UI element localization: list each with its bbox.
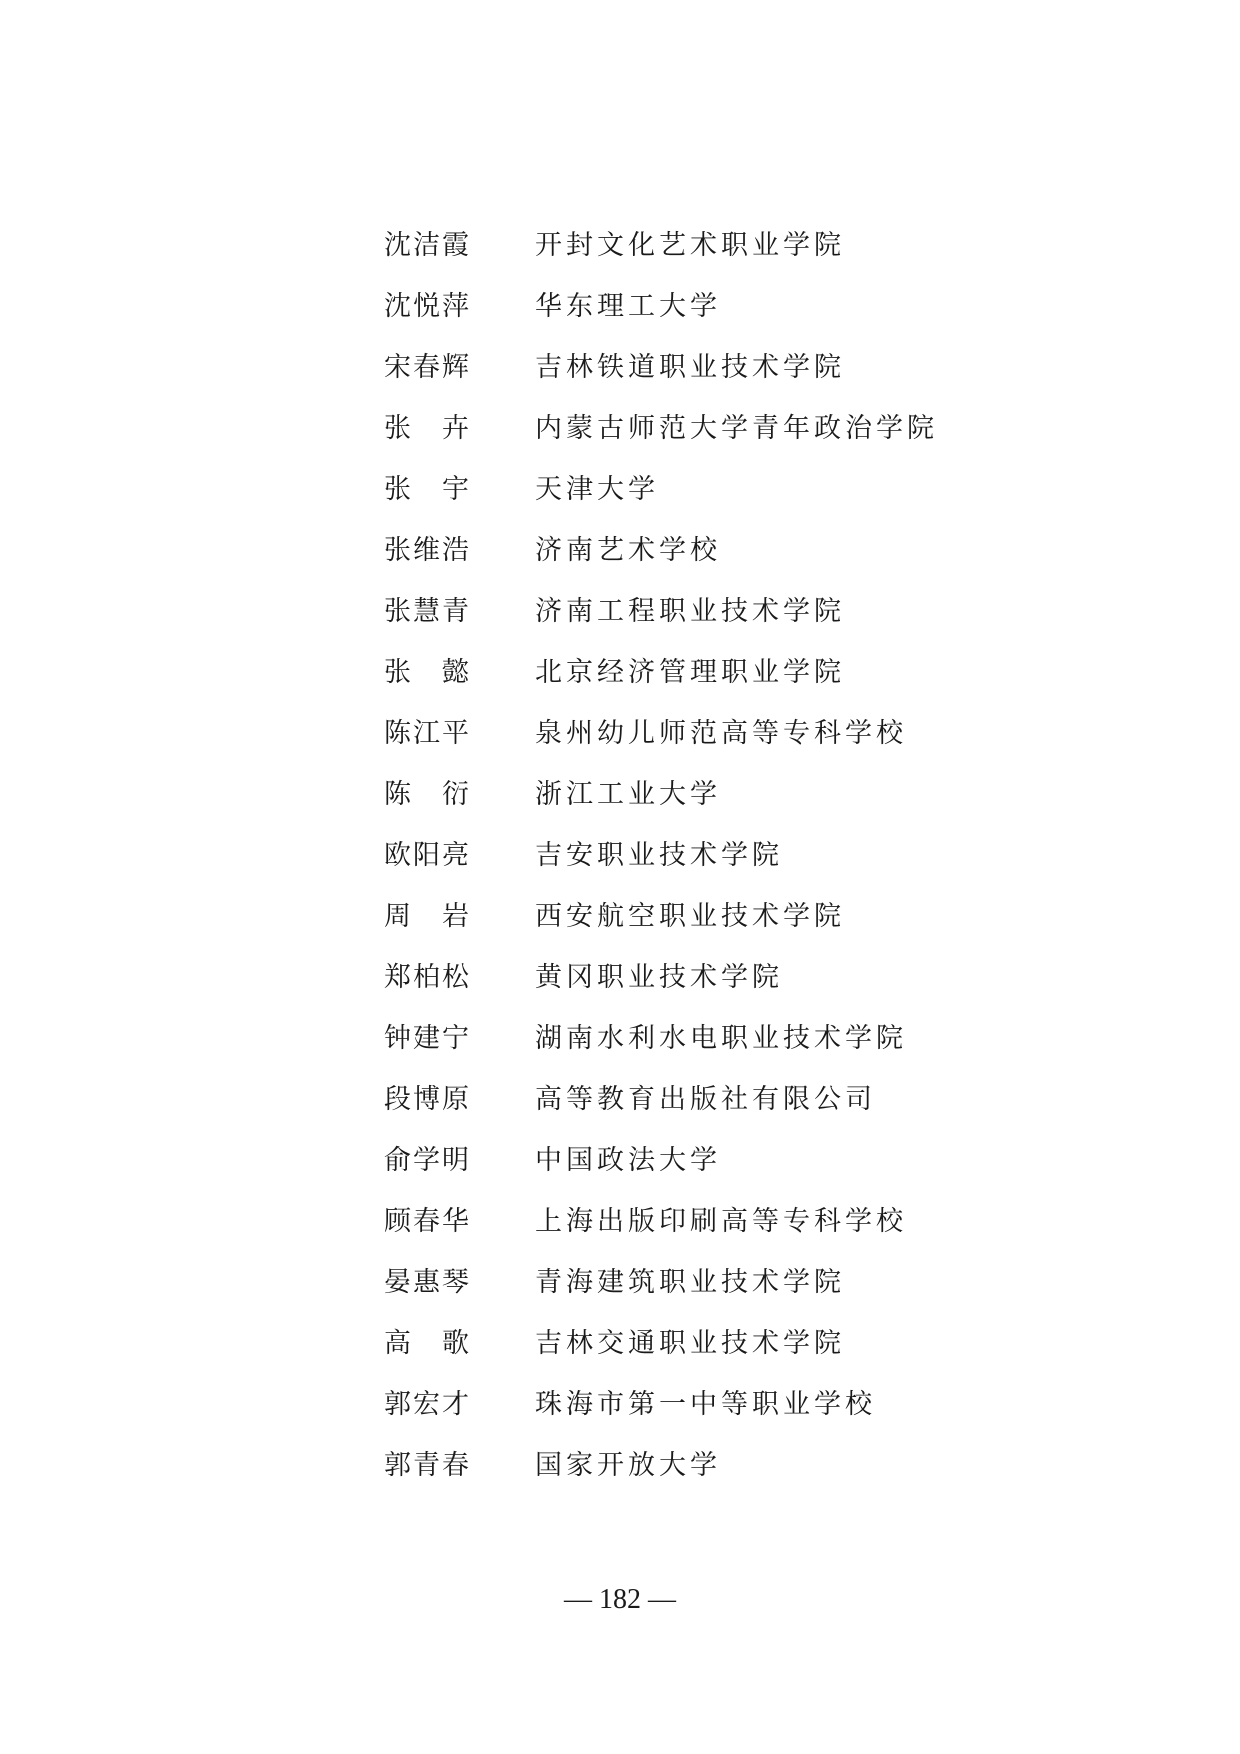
organization-name: 济南工程职业技术学院 xyxy=(535,596,845,627)
organization-name: 吉安职业技术学院 xyxy=(535,840,783,871)
organization-name: 吉林铁道职业技术学院 xyxy=(535,352,845,383)
organization-name: 珠海市第一中等职业学校 xyxy=(535,1389,876,1420)
person-name: 郭青春 xyxy=(384,1450,471,1481)
person-name: 晏惠琴 xyxy=(384,1267,471,1298)
person-name: 张 卉 xyxy=(384,413,471,444)
person-name: 郭宏才 xyxy=(384,1389,471,1420)
list-item xyxy=(0,590,1240,634)
person-name: 张 宇 xyxy=(384,474,471,505)
organization-name: 济南艺术学校 xyxy=(535,535,721,566)
organization-name: 华东理工大学 xyxy=(535,291,721,322)
person-name: 欧阳亮 xyxy=(384,840,471,871)
person-name: 陈 衍 xyxy=(384,779,471,810)
person-name: 张维浩 xyxy=(384,535,471,566)
list-item xyxy=(0,529,1240,573)
organization-name: 天津大学 xyxy=(535,474,659,505)
person-name: 段博原 xyxy=(384,1084,471,1115)
organization-name: 吉林交通职业技术学院 xyxy=(535,1328,845,1359)
organization-name: 内蒙古师范大学青年政治学院 xyxy=(535,413,938,444)
page-number: — 182 — xyxy=(564,1584,676,1615)
list-item xyxy=(0,1383,1240,1427)
list-item xyxy=(0,1139,1240,1183)
person-name: 陈江平 xyxy=(384,718,471,749)
organization-name: 上海出版印刷高等专科学校 xyxy=(535,1206,907,1237)
person-name: 沈洁霞 xyxy=(384,230,471,261)
list-item xyxy=(0,1017,1240,1061)
list-item xyxy=(0,895,1240,939)
person-name: 周 岩 xyxy=(384,901,471,932)
person-name: 张 懿 xyxy=(384,657,471,688)
organization-name: 黄冈职业技术学院 xyxy=(535,962,783,993)
person-name: 俞学明 xyxy=(384,1145,471,1176)
organization-name: 中国政法大学 xyxy=(535,1145,721,1176)
list-item xyxy=(0,224,1240,268)
person-name: 郑柏松 xyxy=(384,962,471,993)
list-item xyxy=(0,407,1240,451)
list-item xyxy=(0,773,1240,817)
list-item xyxy=(0,712,1240,756)
list-item xyxy=(0,346,1240,390)
list-item xyxy=(0,1261,1240,1305)
organization-name: 国家开放大学 xyxy=(535,1450,721,1481)
person-name: 张慧青 xyxy=(384,596,471,627)
person-name: 高 歌 xyxy=(384,1328,471,1359)
list-item xyxy=(0,956,1240,1000)
person-name: 顾春华 xyxy=(384,1206,471,1237)
person-name: 钟建宁 xyxy=(384,1023,471,1054)
list-item xyxy=(0,834,1240,878)
person-name: 宋春辉 xyxy=(384,352,471,383)
list-item xyxy=(0,1078,1240,1122)
organization-name: 开封文化艺术职业学院 xyxy=(535,230,845,261)
organization-name: 西安航空职业技术学院 xyxy=(535,901,845,932)
organization-name: 青海建筑职业技术学院 xyxy=(535,1267,845,1298)
list-item xyxy=(0,285,1240,329)
organization-name: 湖南水利水电职业技术学院 xyxy=(535,1023,907,1054)
list-item xyxy=(0,1322,1240,1366)
list-item xyxy=(0,1444,1240,1488)
organization-name: 泉州幼儿师范高等专科学校 xyxy=(535,718,907,749)
list-item xyxy=(0,1200,1240,1244)
list-item xyxy=(0,468,1240,512)
organization-name: 高等教育出版社有限公司 xyxy=(535,1084,876,1115)
organization-name: 浙江工业大学 xyxy=(535,779,721,810)
person-name: 沈悦萍 xyxy=(384,291,471,322)
list-item xyxy=(0,651,1240,695)
organization-name: 北京经济管理职业学院 xyxy=(535,657,845,688)
